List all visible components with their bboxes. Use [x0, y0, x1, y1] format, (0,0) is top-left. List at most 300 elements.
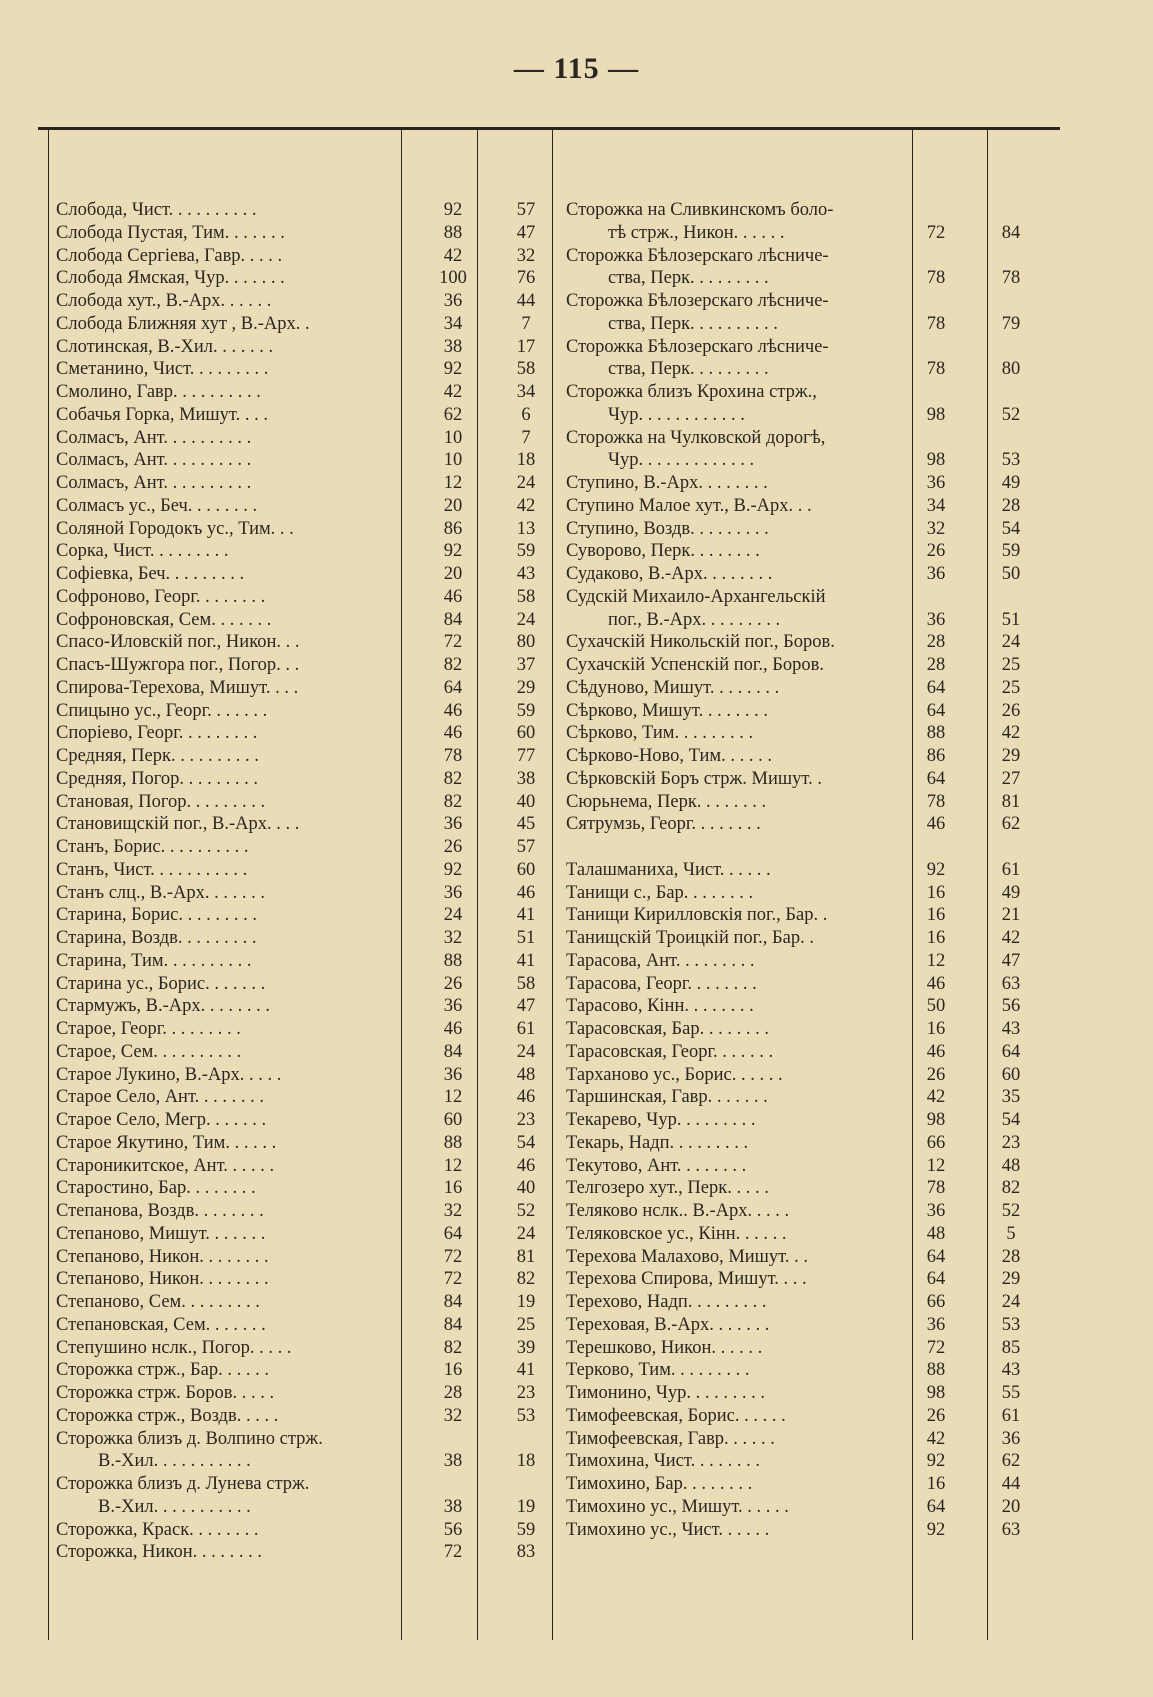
entry-number: 41	[516, 905, 536, 926]
index-row	[566, 404, 1056, 427]
map-sheet-number: 26	[926, 1405, 946, 1426]
place-name: Степанова, Воздв. . . . . . . .	[56, 1201, 264, 1221]
entry-number: 49	[1001, 882, 1021, 903]
entry-number: 61	[516, 1019, 536, 1039]
place-name: Тимохино ус., Мишут. . . . . .	[566, 1496, 789, 1517]
index-row	[56, 768, 546, 791]
map-sheet-number: 64	[443, 677, 463, 698]
map-sheet-number: 46	[443, 700, 463, 721]
index-row	[566, 882, 1056, 905]
place-name: Старое Лукино, В.-Арх. . . . .	[56, 1064, 282, 1085]
place-name: Становищскій пог., В.-Арх. . . .	[56, 814, 300, 835]
index-row	[566, 563, 1056, 586]
map-sheet-number: 38	[443, 1451, 463, 1472]
map-sheet-number: 36	[926, 609, 946, 630]
entry-number: 51	[1001, 609, 1021, 630]
place-name: Старина, Борис. . . . . . . . .	[56, 905, 257, 926]
map-sheet-number: 36	[926, 1201, 946, 1221]
index-row	[566, 1496, 1056, 1519]
map-sheet-number: 32	[443, 928, 463, 948]
index-row	[566, 540, 1056, 563]
entry-number: 49	[1001, 473, 1021, 493]
index-row	[566, 449, 1056, 472]
map-sheet-number: 28	[443, 1383, 463, 1403]
entry-number: 41	[516, 950, 536, 971]
entry-number: 82	[1001, 1178, 1021, 1199]
index-row	[56, 1177, 546, 1200]
map-sheet-number: 56	[443, 1519, 463, 1540]
map-sheet-number: 82	[443, 791, 463, 812]
place-name: Теляково нслк.. В.-Арх. . . . .	[566, 1201, 790, 1221]
map-sheet-number: 16	[443, 1360, 463, 1381]
map-sheet-number: 26	[926, 1064, 946, 1085]
place-name: Сѣрково, Мишут. . . . . . . .	[566, 700, 768, 721]
place-name: Сторожка стрж. Боров. . . . .	[56, 1383, 275, 1403]
place-name: Тарханово ус., Борис. . . . . .	[566, 1064, 783, 1085]
index-row	[566, 700, 1056, 723]
entry-number: 84	[1001, 222, 1021, 243]
place-name: Сторожка Бѣлозерскаго лѣсниче-	[566, 336, 829, 357]
index-row	[56, 654, 546, 677]
index-row	[566, 1086, 1056, 1109]
map-sheet-number: 78	[926, 268, 946, 289]
index-row	[56, 495, 546, 518]
index-row	[56, 563, 546, 586]
place-name: Сторожка близъ Крохина стрж.,	[566, 382, 817, 402]
map-sheet-number: 46	[443, 586, 463, 607]
map-sheet-number: 12	[926, 950, 946, 971]
place-name: Средняя, Перк. . . . . . . . . .	[56, 746, 259, 766]
place-name: Собачья Горка, Мишут. . . .	[56, 404, 269, 425]
entry-number: 53	[1001, 1314, 1021, 1335]
index-row	[56, 904, 546, 927]
index-row	[56, 1519, 546, 1542]
index-row	[566, 995, 1056, 1018]
index-row	[566, 199, 1056, 222]
place-name: Степаново, Мишут. . . . . . .	[56, 1223, 266, 1244]
place-name: Сторожка на Чулковской дорогѣ,	[566, 427, 826, 448]
map-sheet-number: 16	[926, 1019, 946, 1039]
map-sheet-number: 78	[926, 1178, 946, 1199]
index-row	[56, 358, 546, 381]
entry-number: 7	[521, 313, 531, 334]
place-name: Солмасъ, Ант. . . . . . . . . .	[56, 427, 252, 448]
map-sheet-number: 36	[443, 1064, 463, 1085]
map-sheet-number: 64	[926, 1496, 946, 1517]
map-sheet-number: 46	[926, 973, 946, 994]
entry-number: 47	[516, 222, 536, 243]
place-name: Сюрьнема, Перк. . . . . . . .	[566, 791, 767, 812]
map-sheet-number: 34	[926, 495, 946, 516]
entry-number: 59	[516, 541, 536, 562]
place-name: Становая, Погор. . . . . . . . .	[56, 791, 266, 812]
place-name: Сторожка стрж., Воздв. . . . .	[56, 1405, 279, 1426]
map-sheet-number: 64	[926, 768, 946, 789]
index-row	[56, 290, 546, 313]
map-sheet-number: 92	[443, 200, 463, 220]
place-name: Старое, Георг. . . . . . . . .	[56, 1019, 241, 1039]
index-row	[56, 1041, 546, 1064]
place-name: тѣ стрж., Никон. . . . . .	[608, 222, 785, 243]
index-row	[566, 1314, 1056, 1337]
index-row	[56, 427, 546, 450]
index-row	[56, 1314, 546, 1337]
place-name: Сметанино, Чист. . . . . . . . .	[56, 359, 269, 380]
index-row	[566, 358, 1056, 381]
index-row	[56, 700, 546, 723]
index-row	[56, 1223, 546, 1246]
index-row	[566, 927, 1056, 950]
place-name: Терково, Тим. . . . . . . . .	[566, 1360, 750, 1381]
place-name: Сторожка Бѣлозерскаго лѣсниче-	[566, 291, 829, 311]
index-row	[566, 1064, 1056, 1087]
map-sheet-number: 16	[926, 882, 946, 903]
place-name: Тимонино, Чур. . . . . . . . .	[566, 1383, 766, 1403]
index-row	[56, 540, 546, 563]
map-sheet-number: 64	[926, 677, 946, 698]
entry-number: 46	[516, 882, 536, 903]
place-name: Терехово, Надп. . . . . . . . .	[566, 1292, 767, 1312]
entry-number: 26	[1001, 700, 1021, 721]
index-row	[566, 1041, 1056, 1064]
map-sheet-number: 98	[926, 1383, 946, 1403]
entry-number: 61	[1001, 859, 1021, 880]
index-row	[566, 904, 1056, 927]
entry-number: 52	[1001, 1201, 1021, 1221]
place-name: Суворово, Перк. . . . . . . .	[566, 541, 760, 562]
place-name: Степановская, Сем. . . . . . .	[56, 1314, 266, 1335]
index-row	[56, 586, 546, 609]
place-name: Софроново, Георг. . . . . . . .	[56, 586, 266, 607]
entry-number: 23	[516, 1110, 536, 1130]
map-sheet-number: 98	[926, 404, 946, 425]
entry-number: 37	[516, 655, 536, 675]
place-name: Спицыно ус., Георг. . . . . . .	[56, 700, 268, 721]
index-row	[56, 336, 546, 359]
entry-number: 58	[516, 359, 536, 380]
place-name: Слобода хут., В.-Арх. . . . . .	[56, 291, 272, 311]
place-name: Тарасовская, Бар. . . . . . . .	[566, 1019, 769, 1039]
place-name: Сторожка стрж., Бар. . . . . .	[56, 1360, 269, 1381]
index-row	[56, 1473, 546, 1496]
entry-number: 13	[516, 518, 536, 539]
index-row	[566, 1473, 1056, 1496]
place-name: Смолино, Гавр. . . . . . . . . .	[56, 382, 261, 402]
entry-number: 60	[1001, 1064, 1021, 1085]
entry-number: 54	[516, 1132, 536, 1153]
place-name: Сухачскій Никольскій пог., Боров.	[566, 632, 835, 653]
map-sheet-number: 82	[443, 1337, 463, 1358]
place-name: Солмасъ, Ант. . . . . . . . . .	[56, 450, 252, 471]
place-name: Терехова Спирова, Мишут. . . .	[566, 1269, 807, 1290]
map-sheet-number: 84	[443, 1041, 463, 1062]
index-row	[566, 1018, 1056, 1041]
page-number: — 115 —	[513, 52, 640, 85]
map-sheet-number: 72	[443, 1542, 463, 1563]
index-row	[56, 791, 546, 814]
place-name: Стармужъ, В.-Арх. . . . . . . .	[56, 996, 271, 1017]
index-row	[566, 813, 1056, 836]
map-sheet-number: 36	[926, 1314, 946, 1335]
place-name: пог., В.-Арх. . . . . . . . .	[608, 609, 781, 630]
place-name: Тарасова, Ант. . . . . . . . .	[566, 950, 755, 971]
map-sheet-number: 64	[926, 1269, 946, 1290]
map-sheet-number: 38	[443, 1496, 463, 1517]
map-sheet-number: 84	[443, 609, 463, 630]
map-sheet-number: 86	[443, 518, 463, 539]
entry-number: 18	[516, 1451, 536, 1472]
map-sheet-number: 42	[443, 382, 463, 402]
place-name: Старина ус., Борис. . . . . . .	[56, 973, 266, 994]
map-sheet-number: 46	[926, 814, 946, 835]
index-row	[56, 836, 546, 859]
place-name: Текарево, Чур. . . . . . . . .	[566, 1110, 756, 1130]
place-name: Текутово, Ант. . . . . . . .	[566, 1155, 747, 1176]
map-sheet-number: 36	[443, 996, 463, 1017]
place-name: Степушино нслк., Погор. . . . .	[56, 1337, 292, 1358]
map-sheet-number: 12	[926, 1155, 946, 1176]
entry-number: 59	[516, 700, 536, 721]
index-row	[56, 449, 546, 472]
index-row	[56, 1291, 546, 1314]
index-row	[56, 1337, 546, 1360]
map-sheet-number: 12	[443, 1155, 463, 1176]
map-sheet-number: 100	[439, 268, 467, 289]
entry-number: 54	[1001, 1110, 1021, 1130]
entry-number: 60	[516, 859, 536, 880]
map-sheet-number: 20	[443, 564, 463, 584]
index-row	[566, 1109, 1056, 1132]
place-name: Спасъ-Шужгора пог., Погор. . .	[56, 655, 300, 675]
entry-number: 29	[516, 677, 536, 698]
index-row	[56, 813, 546, 836]
place-name: Старина, Воздв. . . . . . . . .	[56, 928, 257, 948]
map-sheet-number: 98	[926, 450, 946, 471]
map-sheet-number: 78	[926, 791, 946, 812]
entry-number: 78	[1001, 268, 1021, 289]
place-name: Старостино, Бар. . . . . . . .	[56, 1178, 256, 1199]
index-row	[56, 267, 546, 290]
index-row	[566, 1155, 1056, 1178]
place-name: Танищскій Троицкій пог., Бар. .	[566, 928, 814, 948]
entry-number: 24	[516, 609, 536, 630]
map-sheet-number: 42	[926, 1087, 946, 1108]
map-sheet-number: 24	[443, 905, 463, 926]
entry-number: 20	[1001, 1496, 1021, 1517]
entry-number: 55	[1001, 1383, 1021, 1403]
entry-number: 17	[516, 336, 536, 357]
place-name: ства, Перк. . . . . . . . .	[608, 359, 769, 380]
entry-number: 64	[1001, 1041, 1021, 1062]
map-sheet-number: 16	[926, 928, 946, 948]
place-name: Сторожка близъ д. Лунева стрж.	[56, 1474, 310, 1494]
map-sheet-number: 16	[926, 905, 946, 926]
entry-number: 83	[516, 1542, 536, 1563]
index-row	[56, 609, 546, 632]
place-name: Станъ слц., В.-Арх. . . . . . .	[56, 882, 266, 903]
place-name: Сухачскій Успенскій пог., Боров.	[566, 655, 824, 675]
entry-number: 53	[1001, 450, 1021, 471]
entry-number: 60	[516, 723, 536, 744]
entry-number: 63	[1001, 1519, 1021, 1540]
place-name: Степаново, Никон. . . . . . . .	[56, 1246, 269, 1267]
index-row	[56, 995, 546, 1018]
map-sheet-number: 64	[926, 700, 946, 721]
map-sheet-number: 28	[926, 632, 946, 653]
place-name: Софроновская, Сем. . . . . . .	[56, 609, 272, 630]
index-row	[566, 1450, 1056, 1473]
index-row	[566, 222, 1056, 245]
entry-number: 79	[1001, 313, 1021, 334]
map-sheet-number: 78	[443, 746, 463, 766]
map-sheet-number: 36	[443, 291, 463, 311]
map-sheet-number: 34	[443, 313, 463, 334]
entry-number: 38	[516, 768, 536, 789]
entry-number: 80	[1001, 359, 1021, 380]
place-name: Талашманиха, Чист. . . . . .	[566, 859, 771, 880]
entry-number: 23	[516, 1383, 536, 1403]
entry-number: 61	[1001, 1405, 1021, 1426]
entry-number: 24	[516, 1041, 536, 1062]
map-sheet-number: 10	[443, 450, 463, 471]
map-sheet-number: 50	[926, 996, 946, 1017]
place-name: Тимохина, Чист. . . . . . . .	[566, 1451, 760, 1472]
entry-number: 45	[516, 814, 536, 835]
entry-number: 44	[516, 291, 536, 311]
place-name: В.-Хил. . . . . . . . . . .	[98, 1496, 251, 1517]
index-row	[56, 381, 546, 404]
index-row	[56, 1382, 546, 1405]
entry-number: 85	[1001, 1337, 1021, 1358]
place-name: Тарасова, Георг. . . . . . . .	[566, 973, 757, 994]
map-sheet-number: 36	[926, 473, 946, 493]
entry-number: 58	[516, 973, 536, 994]
index-row	[566, 745, 1056, 768]
entry-number: 24	[516, 1223, 536, 1244]
place-name: Сторожка Бѣлозерскаго лѣсниче-	[566, 245, 829, 266]
map-sheet-number: 26	[443, 973, 463, 994]
entry-number: 36	[1001, 1428, 1021, 1449]
entry-number: 56	[1001, 996, 1021, 1017]
place-name: Таршинская, Гавр. . . . . . .	[566, 1087, 768, 1108]
map-sheet-number: 82	[443, 768, 463, 789]
place-name: Сторожка, Никон. . . . . . . .	[56, 1542, 263, 1563]
map-sheet-number: 12	[443, 1087, 463, 1108]
entry-number: 63	[1001, 973, 1021, 994]
place-name: Старина, Тим. . . . . . . . . .	[56, 950, 252, 971]
entry-number: 32	[516, 245, 536, 266]
map-sheet-number: 72	[926, 1337, 946, 1358]
entry-number: 24	[516, 473, 536, 493]
entry-number: 24	[1001, 632, 1021, 653]
place-name: Споріево, Георг. . . . . . . . .	[56, 723, 258, 744]
map-sheet-number: 84	[443, 1314, 463, 1335]
index-row	[566, 313, 1056, 336]
place-name: Степаново, Сем. . . . . . . . .	[56, 1292, 260, 1312]
entry-number: 41	[516, 1360, 536, 1381]
index-row	[56, 722, 546, 745]
entry-number: 19	[516, 1292, 536, 1312]
index-row	[56, 859, 546, 882]
entry-number: 21	[1001, 905, 1021, 926]
map-sheet-number: 86	[926, 746, 946, 766]
entry-number: 81	[1001, 791, 1021, 812]
entry-number: 77	[516, 746, 536, 766]
index-row	[566, 609, 1056, 632]
index-row	[566, 1177, 1056, 1200]
map-sheet-number: 72	[443, 1246, 463, 1267]
map-sheet-number: 46	[443, 1019, 463, 1039]
entry-number: 52	[516, 1201, 536, 1221]
entry-number: 34	[516, 382, 536, 402]
index-row	[566, 654, 1056, 677]
index-row	[566, 472, 1056, 495]
map-sheet-number: 82	[443, 655, 463, 675]
entry-number: 48	[516, 1064, 536, 1085]
place-name: Старое Село, Ант. . . . . . . .	[56, 1087, 265, 1108]
entry-number: 25	[1001, 655, 1021, 675]
place-name: Текарь, Надп. . . . . . . . .	[566, 1132, 749, 1153]
index-row	[56, 950, 546, 973]
index-row	[56, 1155, 546, 1178]
map-sheet-number: 88	[926, 723, 946, 744]
index-row	[566, 586, 1056, 609]
entry-number: 18	[516, 450, 536, 471]
place-name: Тарасово, Кінн. . . . . . . .	[566, 996, 754, 1017]
place-name: ства, Перк. . . . . . . . . .	[608, 313, 778, 334]
entry-number: 7	[521, 427, 531, 448]
index-row	[566, 836, 1056, 859]
entry-number: 24	[1001, 1292, 1021, 1312]
map-sheet-number: 92	[926, 1519, 946, 1540]
index-row	[566, 1132, 1056, 1155]
index-row	[56, 1268, 546, 1291]
index-row	[56, 973, 546, 996]
entry-number: 76	[516, 268, 536, 289]
place-name: Сѣрково-Ново, Тим. . . . . .	[566, 746, 772, 766]
index-row	[56, 745, 546, 768]
entry-number: 46	[516, 1155, 536, 1176]
index-row	[566, 518, 1056, 541]
place-name: Сятрумзь, Георг. . . . . . . .	[566, 814, 761, 835]
index-row	[566, 1291, 1056, 1314]
map-sheet-number: 88	[443, 1132, 463, 1153]
map-sheet-number: 16	[926, 1474, 946, 1494]
place-name: Софіевка, Беч. . . . . . . . .	[56, 564, 245, 584]
index-row	[566, 245, 1056, 268]
index-row	[566, 267, 1056, 290]
map-sheet-number: 26	[443, 837, 463, 857]
place-name: Степаново, Никон. . . . . . . .	[56, 1269, 269, 1290]
place-name: Танищи с., Бар. . . . . . . .	[566, 882, 754, 903]
index-row	[56, 1064, 546, 1087]
place-name: Станъ, Борис. . . . . . . . . .	[56, 837, 249, 857]
map-sheet-number: 16	[443, 1178, 463, 1199]
index-row	[566, 1519, 1056, 1542]
map-sheet-number: 36	[443, 814, 463, 835]
entry-number: 57	[516, 200, 536, 220]
place-name: Ступино Малое хут., В.-Арх. . .	[566, 495, 812, 516]
place-name: Слобода, Чист. . . . . . . . . .	[56, 200, 257, 220]
entry-number: 29	[1001, 1269, 1021, 1290]
entry-number: 42	[1001, 928, 1021, 948]
entry-number: 47	[1001, 950, 1021, 971]
index-row	[566, 631, 1056, 654]
place-name: Станъ, Чист. . . . . . . . . . .	[56, 859, 248, 880]
place-name: Танищи Кирилловскія пог., Бар. .	[566, 905, 828, 926]
entry-number: 44	[1001, 1474, 1021, 1494]
place-name: Сторожка близъ д. Волпино стрж.	[56, 1428, 323, 1449]
